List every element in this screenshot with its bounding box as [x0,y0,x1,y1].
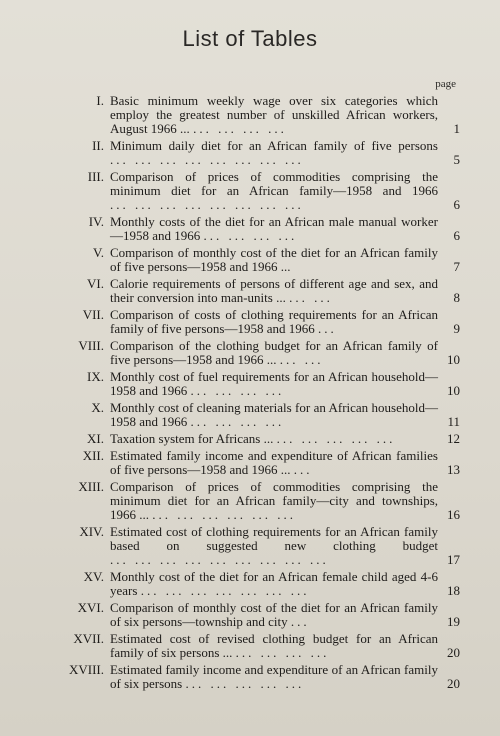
dot-leader: ... ... ... ... [193,121,287,136]
entry-title-text: Comparison of prices of commodities comprising the minimum diet for an African family—1958 and 1966 [110,169,438,198]
table-list-entry [0,94,500,136]
entry-number: XVII. [73,631,104,646]
table-list-entry [0,570,500,598]
entry-page-number: 1 [453,121,460,136]
table-list [0,94,500,694]
entry-title [110,601,438,629]
entry-title [110,139,438,167]
entry-number: XV. [83,569,104,584]
entry-title-text: Estimated cost of revised clothing budget for an African family of six persons ... [110,631,438,660]
table-list-entry [0,308,500,336]
table-list-entry [0,215,500,243]
dot-leader: ... ... ... ... ... ... ... ... [110,197,304,212]
entry-title [110,246,438,274]
table-list-entry [0,277,500,305]
dot-leader: ... [290,614,310,629]
entry-title-text: Monthly costs of the diet for an African male manual worker—1958 and 1966 [110,214,438,243]
dot-leader: ... ... ... ... [203,228,298,243]
dot-leader: ... ... ... ... ... [185,676,305,691]
entry-page-number: 19 [447,614,460,629]
entry-title-text: Comparison of monthly cost of the diet for an African family of six persons—township and city [110,600,438,629]
entry-title-text: Monthly cost of the diet for an African female child aged 4-6 years [110,569,438,598]
dot-leader: ... ... ... ... ... ... [152,507,296,522]
dot-leader: ... ... ... ... ... ... ... ... [110,152,304,167]
table-list-entry [0,401,500,429]
entry-page-number: 9 [453,321,460,336]
entry-number: II. [92,138,104,153]
table-list-entry [0,370,500,398]
entry-title [110,215,438,243]
table-list-entry [0,525,500,567]
entry-page-number: 16 [447,507,460,522]
entry-number: I. [96,93,104,108]
dot-leader: ... ... [279,352,324,367]
entry-title [110,632,438,660]
table-list-entry [0,601,500,629]
entry-number: XI. [87,431,104,446]
entry-title [110,170,438,212]
entry-title [110,339,438,367]
entry-page-number: 13 [447,462,460,477]
page-title: List of Tables [182,26,318,51]
entry-page-number: 11 [447,414,460,429]
entry-title [110,449,438,477]
table-list-entry [0,632,500,660]
entry-number: XVI. [77,600,104,615]
entry-page-number: 12 [447,431,460,446]
table-list-entry [0,449,500,477]
table-list-entry [0,170,500,212]
entry-number: III. [87,169,104,184]
dot-leader: ... ... ... ... ... ... ... [140,583,310,598]
entry-title-text: Minimum daily diet for an African family of five persons [110,138,438,153]
entry-title-text: Monthly cost of fuel requirements for an African household—1958 and 1966 [110,369,438,398]
table-list-entry [0,480,500,522]
entry-page-number: 17 [447,552,460,567]
entry-page-number: 6 [453,197,460,212]
entry-number: XIV. [79,524,104,539]
entry-number: X. [91,400,104,415]
table-list-entry [0,139,500,167]
entry-title-text: Comparison of costs of clothing requirements for an African family of five persons—1958 and 1966 [110,307,438,336]
entry-title [110,525,438,567]
dot-leader: ... [317,321,337,336]
entry-page-number: 6 [453,228,460,243]
entry-page-number: 10 [447,352,460,367]
entry-number: VII. [82,307,104,322]
entry-title [110,401,438,429]
entry-title-text: Basic minimum weekly wage over six categories which employ the greatest number of unskilled African workers, August 1966 ... [110,93,438,136]
entry-number: XIII. [78,479,104,494]
entry-page-number: 7 [453,259,460,274]
entry-title-text: Comparison of prices of commodities comprising the minimum diet for an African family—city and townships, 1966 ... [110,479,438,522]
entry-number: IX. [87,369,104,384]
entry-number: V. [93,245,104,260]
table-list-entry [0,432,500,446]
table-list-entry [0,663,500,691]
entry-title-text: Monthly cost of cleaning materials for an African household—1958 and 1966 [110,400,438,429]
entry-page-number: 5 [453,152,460,167]
dot-leader: ... ... ... ... [190,383,285,398]
entry-page-number: 18 [447,583,460,598]
entry-number: XVIII. [68,662,104,677]
entry-title-text: Comparison of monthly cost of the diet for an African family of five persons—1958 and 1966 ... [110,245,438,274]
table-list-entry [0,246,500,274]
page-column-label: page [435,78,456,90]
entry-page-number: 10 [447,383,460,398]
entry-title [110,370,438,398]
entry-page-number: 20 [447,676,460,691]
entry-title-text: Estimated family income and expenditure of African families of five persons—1958 and 1966 ... [110,448,438,477]
dot-leader: ... ... ... ... ... [276,431,396,446]
entry-title-text: Estimated family income and expenditure of an African family of six persons [110,662,438,691]
table-list-entry [0,339,500,367]
entry-title [110,432,438,446]
entry-title-text: Comparison of the clothing budget for an African family of five persons—1958 and 1966 ... [110,338,438,367]
entry-number: VI. [87,276,104,291]
entry-title-text: Calorie requirements of persons of different age and sex, and their conversion into man-units ... [110,276,438,305]
entry-title [110,308,438,336]
entry-title [110,480,438,522]
dot-leader: ... ... ... ... ... ... ... ... ... [110,552,329,567]
entry-title [110,94,438,136]
entry-title-text: Taxation system for Africans ... [110,431,274,446]
entry-title-text: Estimated cost of clothing requirements for an African family based on suggested new clothing budget [110,524,438,553]
entry-page-number: 20 [447,645,460,660]
dot-leader: ... ... [289,290,333,305]
dot-leader: ... ... ... ... [190,414,285,429]
entry-title [110,663,438,691]
entry-page-number: 8 [453,290,460,305]
entry-title [110,277,438,305]
dot-leader: ... ... ... ... [235,645,330,660]
entry-number: VIII. [78,338,104,353]
entry-title [110,570,438,598]
dot-leader: ... [293,462,313,477]
entry-number: XII. [82,448,104,463]
entry-number: IV. [88,214,104,229]
